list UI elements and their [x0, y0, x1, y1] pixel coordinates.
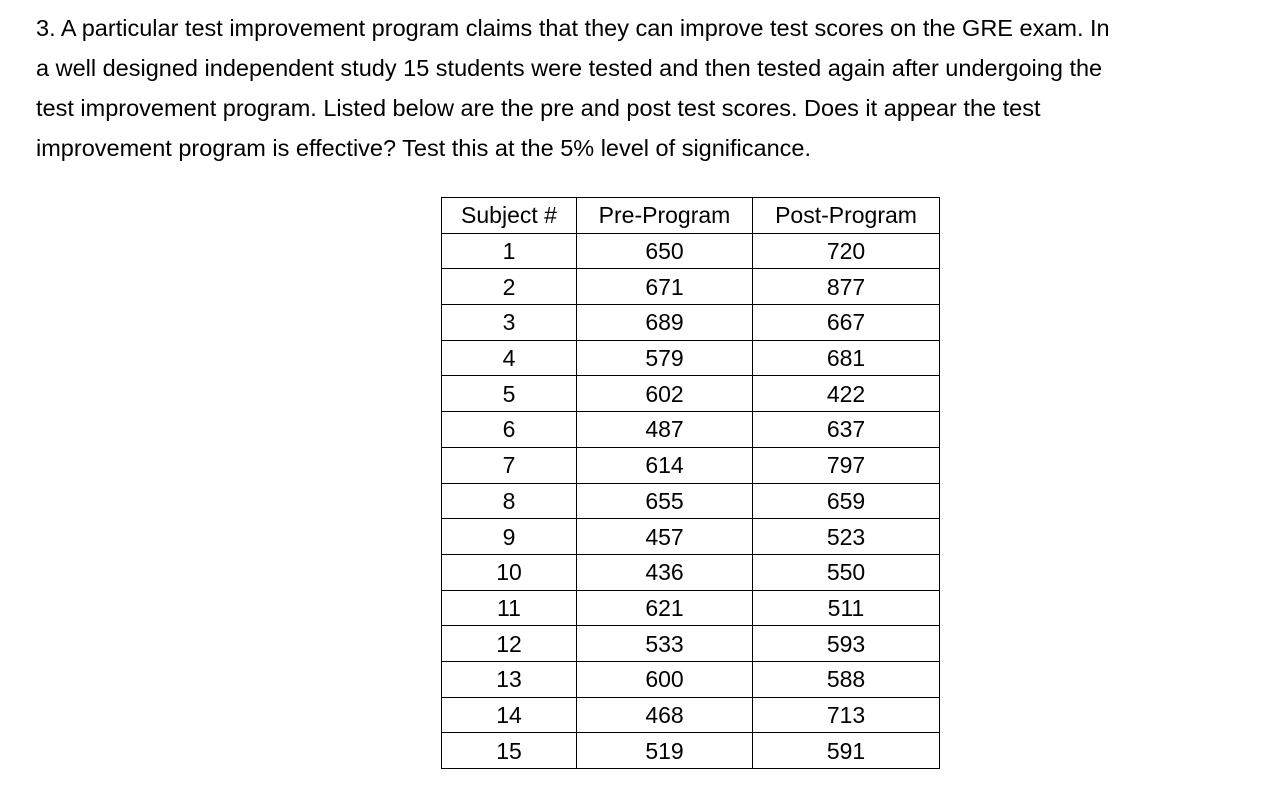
header-subject: Subject # — [442, 198, 577, 234]
question-line: improvement program is effective? Test this at the 5% level of significance. — [36, 135, 812, 161]
cell-pre-program: 579 — [577, 340, 753, 376]
question-line: test improvement program. Listed below are the pre and post test scores. Does it appear the test — [36, 95, 1041, 121]
cell-post-program: 511 — [753, 590, 940, 626]
cell-post-program: 593 — [753, 626, 940, 662]
cell-subject: 14 — [442, 697, 577, 733]
cell-subject: 5 — [442, 376, 577, 412]
question-line: a well designed independent study 15 students were tested and then tested again after undergoing the — [36, 55, 1103, 81]
cell-post-program: 681 — [753, 340, 940, 376]
cell-subject: 7 — [442, 447, 577, 483]
table-header-row — [442, 198, 940, 234]
table-row — [442, 697, 940, 733]
cell-post-program: 422 — [753, 376, 940, 412]
table-row — [442, 554, 940, 590]
cell-post-program: 713 — [753, 697, 940, 733]
cell-subject: 6 — [442, 412, 577, 448]
cell-pre-program: 519 — [577, 733, 753, 769]
question-line: 3. A particular test improvement program claims that they can improve test scores on the GRE exam. In — [36, 15, 1110, 41]
cell-pre-program: 650 — [577, 233, 753, 269]
cell-post-program: 720 — [753, 233, 940, 269]
cell-pre-program: 533 — [577, 626, 753, 662]
cell-subject: 11 — [442, 590, 577, 626]
table-row — [442, 626, 940, 662]
cell-post-program: 877 — [753, 269, 940, 305]
cell-post-program: 659 — [753, 483, 940, 519]
cell-pre-program: 614 — [577, 447, 753, 483]
cell-pre-program: 436 — [577, 554, 753, 590]
cell-subject: 4 — [442, 340, 577, 376]
table-row — [442, 733, 940, 769]
cell-pre-program: 468 — [577, 697, 753, 733]
cell-subject: 3 — [442, 305, 577, 341]
table-row — [442, 590, 940, 626]
cell-pre-program: 621 — [577, 590, 753, 626]
cell-subject: 15 — [442, 733, 577, 769]
header-pre-program: Pre-Program — [577, 198, 753, 234]
cell-pre-program: 655 — [577, 483, 753, 519]
scores-table — [441, 197, 940, 769]
cell-post-program: 797 — [753, 447, 940, 483]
cell-pre-program: 600 — [577, 661, 753, 697]
table-row — [442, 305, 940, 341]
table-row — [442, 483, 940, 519]
header-post-program: Post-Program — [753, 198, 940, 234]
cell-pre-program: 487 — [577, 412, 753, 448]
cell-subject: 9 — [442, 519, 577, 555]
cell-subject: 12 — [442, 626, 577, 662]
cell-post-program: 637 — [753, 412, 940, 448]
table-row — [442, 340, 940, 376]
cell-pre-program: 671 — [577, 269, 753, 305]
cell-post-program: 591 — [753, 733, 940, 769]
table-row — [442, 661, 940, 697]
cell-post-program: 588 — [753, 661, 940, 697]
cell-subject: 13 — [442, 661, 577, 697]
cell-pre-program: 689 — [577, 305, 753, 341]
cell-subject: 2 — [442, 269, 577, 305]
cell-post-program: 667 — [753, 305, 940, 341]
table-row — [442, 519, 940, 555]
cell-subject: 8 — [442, 483, 577, 519]
table-row — [442, 447, 940, 483]
question-text — [36, 8, 1266, 168]
table-row — [442, 376, 940, 412]
table-body — [442, 233, 940, 768]
cell-post-program: 523 — [753, 519, 940, 555]
table-row — [442, 412, 940, 448]
cell-subject: 1 — [442, 233, 577, 269]
cell-pre-program: 602 — [577, 376, 753, 412]
cell-post-program: 550 — [753, 554, 940, 590]
table-row — [442, 269, 940, 305]
cell-pre-program: 457 — [577, 519, 753, 555]
table-row — [442, 233, 940, 269]
cell-subject: 10 — [442, 554, 577, 590]
